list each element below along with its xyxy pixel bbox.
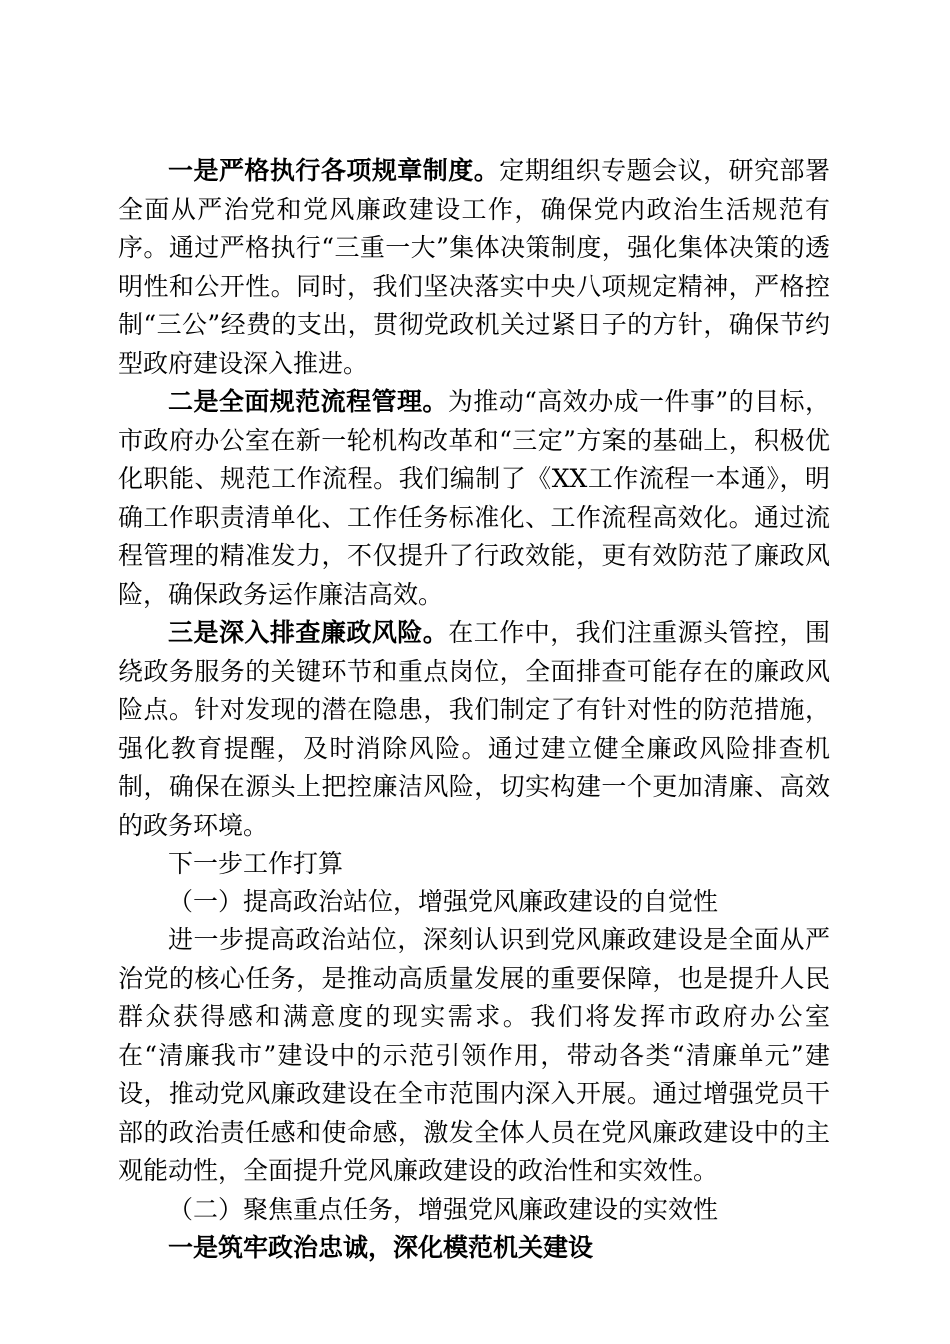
paragraph-lead: 一是严格执行各项规章制度。 bbox=[168, 156, 500, 185]
subsection-heading-2: （二）聚焦重点任务，增强党风廉政建设的实效性 bbox=[168, 1194, 719, 1224]
document-page bbox=[118, 152, 830, 1267]
paragraph-process bbox=[118, 383, 830, 614]
subsection-item-1: 一是筑牢政治忠诚，深化模范机关建设 bbox=[168, 1232, 594, 1262]
paragraph-regulations bbox=[118, 152, 830, 383]
paragraph-risk bbox=[118, 614, 830, 845]
paragraph-body: 在工作中，我们注重源头管控，围绕政务服务的关键环节和重点岗位，全面排查可能存在的廉政风险点。针对发现的潜在隐患，我们制定了有针对性的防范措施，强化教育提醒，及时消除风险。通过建立健全廉政风险排查机制，确保在源头上把控廉洁风险，切实构建一个更加清廉、高效的政务环境。 bbox=[118, 618, 830, 840]
subsection-heading-1: （一）提高政治站位，增强党风廉政建设的自觉性 bbox=[168, 887, 719, 916]
paragraph-lead: 三是深入排查廉政风险。 bbox=[168, 618, 449, 647]
paragraph-body: 定期组织专题会议，研究部署全面从严治党和党风廉政建设工作，确保党内政治生活规范有序。通过严格执行“三重一大”集体决策制度，强化集体决策的透明性和公开性。同时，我们坚决落实中央八项规定精神，严格控制“三公”经费的支出，贯彻党政机关过紧日子的方针，确保节约型政府建设深入推进。 bbox=[118, 156, 830, 378]
section-heading: 下一步工作打算 bbox=[168, 849, 344, 878]
paragraph-lead: 二是全面规范流程管理。 bbox=[168, 387, 448, 416]
paragraph-body: 为推动“高效办成一件事”的目标，市政府办公室在新一轮机构改革和“三定”方案的基础上，积极优化职能、规范工作流程。我们编制了《XX工作流程一本通》，明确工作职责清单化、工作任务标准化、工作流程高效化。通过流程管理的精准发力，不仅提升了行政效能，更有效防范了廉政风险，确保政务运作廉洁高效。 bbox=[118, 387, 830, 609]
subsection-body-1: 进一步提高政治站位，深刻认识到党风廉政建设是全面从严治党的核心任务，是推动高质量发展的重要保障，也是提升人民群众获得感和满意度的现实需求。我们将发挥市政府办公室在“清廉我市”建设中的示范引领作用，带动各类“清廉单元”建设，推动党风廉政建设在全市范围内深入开展。通过增强党员干部的政治责任感和使命感，激发全体人员在党风廉政建设中的主观能动性，全面提升党风廉政建设的政治性和实效性。 bbox=[118, 925, 830, 1185]
